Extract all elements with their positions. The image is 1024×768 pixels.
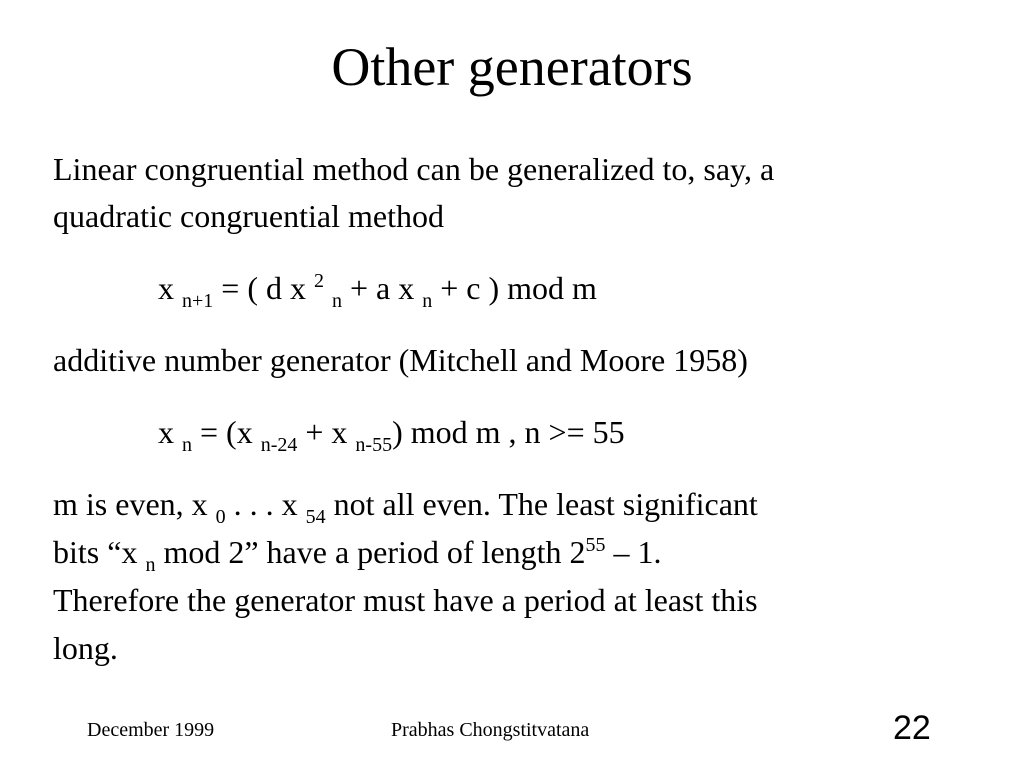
- footer-author: Prabhas Chongstitvatana: [391, 719, 590, 741]
- formula-text: ) mod m , n >= 55: [392, 414, 625, 450]
- formula-text: + x: [297, 414, 356, 450]
- paragraph-even-line1: [53, 486, 758, 528]
- text-segment: . . . x: [225, 486, 306, 522]
- formula-text: + c ) mod m: [432, 270, 597, 306]
- formula-subscript: n-24: [260, 434, 298, 456]
- paragraph-even-line4: long.: [53, 630, 118, 666]
- text-segment: bits “x: [53, 534, 146, 570]
- formula-subscript: n+1: [182, 290, 214, 312]
- formula-subscript: n: [331, 290, 342, 312]
- paragraph-linear-line1: Linear congruential method can be generalized to, say, a: [53, 151, 775, 187]
- formula-subscript: n-55: [355, 434, 393, 456]
- paragraph-even-line2: [53, 534, 662, 576]
- slide-title: Other generators: [331, 37, 693, 97]
- formula-subscript: n: [182, 434, 192, 456]
- text-segment: not all even. The least significant: [325, 486, 758, 522]
- text-segment: – 1.: [605, 534, 662, 570]
- subscript: 0: [215, 506, 226, 528]
- text-segment: mod 2” have a period of length 2: [155, 534, 586, 570]
- formula-text: = ( d x: [213, 270, 314, 306]
- formula-text: x: [158, 414, 182, 450]
- superscript: 55: [585, 534, 606, 556]
- subscript: n: [145, 554, 156, 576]
- paragraph-even-line3: Therefore the generator must have a period at least this: [53, 582, 758, 618]
- slide-number: 22: [893, 709, 931, 747]
- quadratic-formula: [158, 270, 597, 312]
- paragraph-linear-line2: quadratic congruential method: [53, 198, 444, 234]
- footer-date: December 1999: [87, 719, 215, 741]
- formula-subscript: n: [422, 290, 433, 312]
- formula-text: [324, 270, 332, 306]
- paragraph-additive: additive number generator (Mitchell and Moore 1958): [53, 342, 748, 378]
- formula-text: + a x: [341, 270, 423, 306]
- formula-text: x: [158, 270, 182, 306]
- subscript: 54: [305, 506, 326, 528]
- additive-formula: [158, 414, 625, 456]
- formula-text: = (x: [192, 414, 261, 450]
- text-segment: m is even, x: [53, 486, 216, 522]
- formula-superscript: 2: [313, 270, 324, 292]
